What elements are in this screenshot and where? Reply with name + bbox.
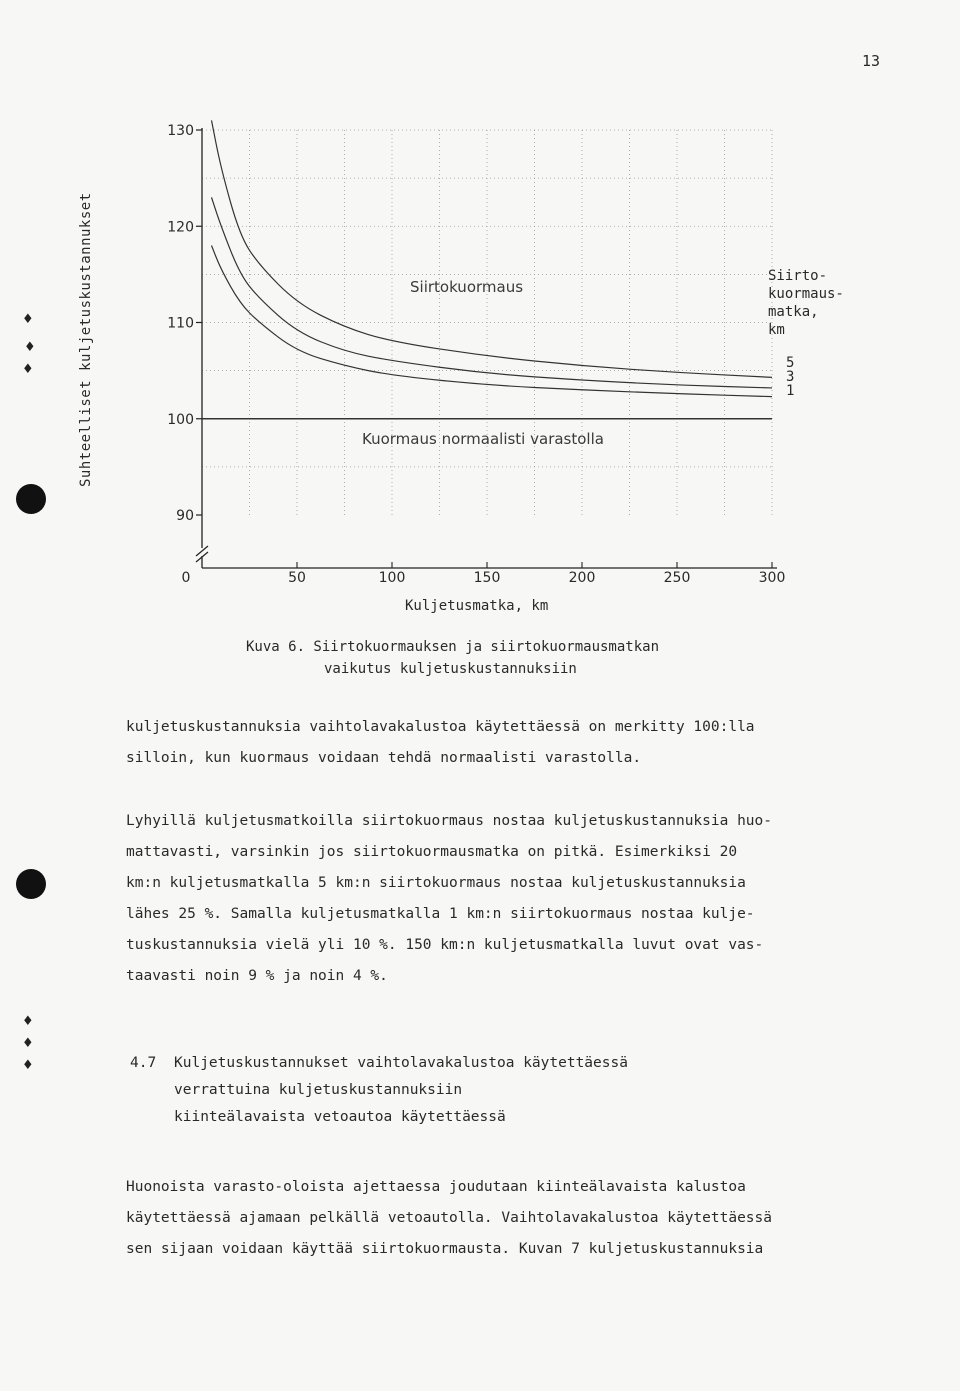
y-tick-label: 90 — [176, 508, 194, 524]
x-tick-label: 250 — [663, 570, 691, 586]
text-line: silloin, kun kuormaus voidaan tehdä normaalisti varastolla. — [126, 750, 642, 766]
label-kuormaus-normaalisti: Kuormaus normaalisti varastolla — [362, 430, 604, 448]
x-tick-label: 200 — [568, 570, 596, 586]
legend-title-line: km — [768, 322, 785, 338]
heading-line-2: verrattuina kuljetuskustannuksiin — [174, 1082, 463, 1098]
y-tick-label: 130 — [167, 123, 194, 139]
figure-caption — [246, 636, 659, 680]
legend-value-5: 5 — [786, 355, 795, 371]
legend-value-3: 3 — [786, 369, 795, 385]
heading-line-1: Kuljetuskustannukset vaihtolavakalustoa käytettäessä — [174, 1055, 628, 1071]
punch-hole-bottom — [16, 869, 46, 899]
section-number: 4.7 — [130, 1055, 157, 1071]
page-number: 13 — [862, 52, 881, 70]
x-tick-label: 50 — [288, 570, 306, 586]
chart-legend-values — [786, 356, 794, 398]
margin-mark-6: ♦ — [22, 1058, 34, 1073]
x-tick-label: 0 — [181, 570, 191, 586]
legend-title-line: Siirto- — [768, 268, 828, 284]
text-line: lähes 25 %. Samalla kuljetusmatkalla 1 km:n siirtokuormaus nostaa kulje- — [126, 906, 755, 922]
margin-mark-4: ♦ — [22, 1014, 34, 1029]
x-tick-label: 100 — [378, 570, 406, 586]
heading-line-3: kiinteälavaista vetoautoa käytettäessä — [174, 1109, 506, 1125]
y-tick-label: 100 — [167, 411, 194, 428]
margin-mark-3: ♦ — [22, 362, 34, 377]
legend-title-line: kuormaus- — [768, 286, 844, 302]
text-line: käytettäessä ajamaan pelkällä vetoautolla. Vaihtolavakalustoa käytettäessä — [126, 1210, 773, 1226]
text-line: Huonoista varasto-oloista ajettaessa joudutaan kiinteälavaista kalustoa — [126, 1179, 746, 1195]
chart-x-axis-label: Kuljetusmatka, km — [405, 598, 549, 614]
x-tick-label: 300 — [758, 570, 786, 586]
caption-line-2: vaikutus kuljetuskustannuksiin — [324, 661, 577, 677]
text-line: taavasti noin 9 % ja noin 4 %. — [126, 968, 388, 984]
legend-title-line: matka, — [768, 304, 819, 320]
legend-value-1: 1 — [786, 383, 795, 399]
paragraph-2 — [126, 806, 882, 992]
paragraph-1 — [126, 712, 882, 774]
text-line: km:n kuljetusmatkalla 5 km:n siirtokuormaus nostaa kuljetuskustannuksia — [126, 875, 746, 891]
x-tick-label: 150 — [473, 570, 501, 586]
caption-line-1: Kuva 6. Siirtokuormauksen ja siirtokuormausmatkan — [246, 639, 660, 655]
y-tick-label: 120 — [167, 219, 194, 236]
margin-mark-5: ♦ — [22, 1036, 34, 1051]
section-heading — [130, 1050, 628, 1131]
y-tick-label: 110 — [167, 315, 194, 332]
text-line: Lyhyillä kuljetusmatkoilla siirtokuormaus nostaa kuljetuskustannuksia huo- — [126, 813, 773, 829]
series-line-5 — [212, 120, 773, 377]
series-line-1 — [212, 246, 773, 397]
margin-mark-2: ♦ — [24, 340, 36, 355]
margin-mark-1: ♦ — [22, 312, 34, 327]
chart-y-axis-label: Suhteelliset kuljetuskustannukset — [78, 192, 94, 488]
paragraph-3 — [126, 1172, 882, 1265]
text-line: sen sijaan voidaan käyttää siirtokuormausta. Kuvan 7 kuljetuskustannuksia — [126, 1241, 764, 1257]
text-line: kuljetuskustannuksia vaihtolavakalustoa käytettäessä on merkitty 100:lla — [126, 719, 755, 735]
text-line: tuskustannuksia vielä yli 10 %. 150 km:n kuljetusmatkalla luvut ovat vas- — [126, 937, 764, 953]
chart-legend-title — [768, 267, 844, 339]
label-siirtokuormaus: Siirtokuormaus — [410, 278, 524, 296]
text-line: mattavasti, varsinkin jos siirtokuormausmatka on pitkä. Esimerkiksi 20 — [126, 844, 738, 860]
